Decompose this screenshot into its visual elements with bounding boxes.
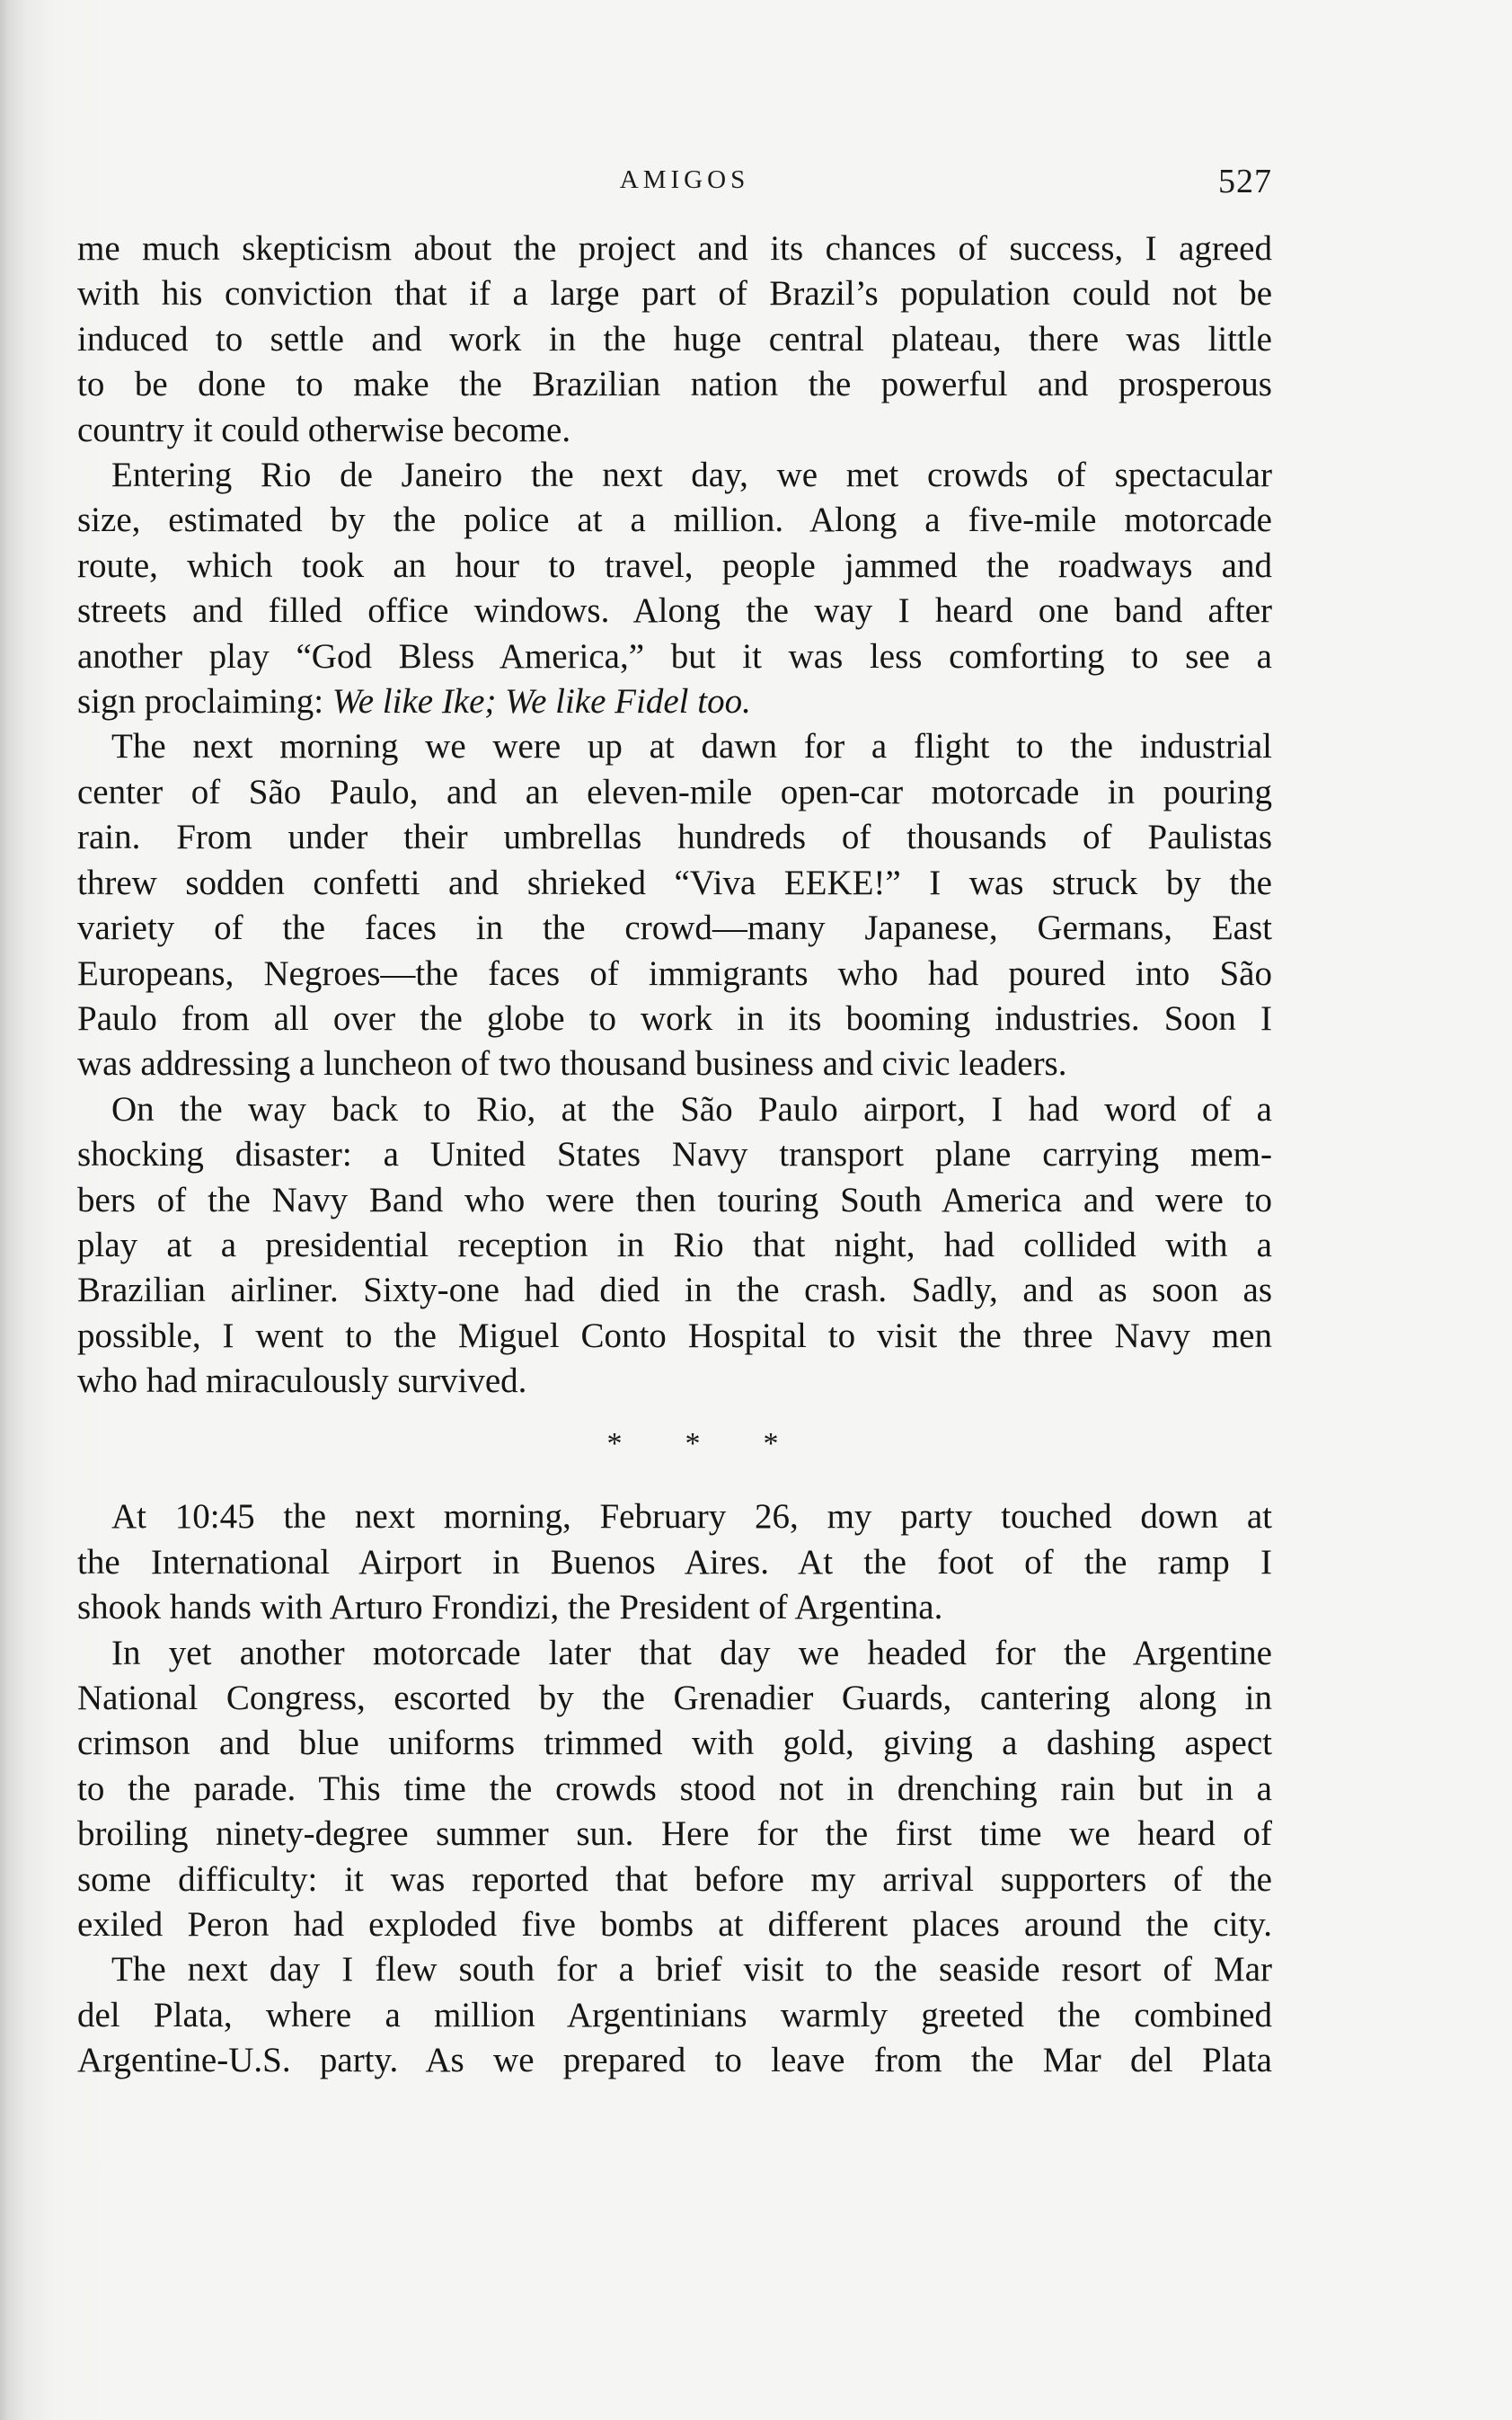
text-line: the International Airport in Buenos Aires. At the foot of the ramp I <box>77 1542 1272 1582</box>
text-line: possible, I went to the Miguel Conto Hospital to visit the three Navy men <box>77 1316 1272 1355</box>
text-line: country it could otherwise become. <box>77 410 571 449</box>
text-line: was addressing a luncheon of two thousand business and civic leaders. <box>77 1044 1067 1084</box>
text-line: del Plata, where a million Argentinians warmly greeted the combined <box>77 1995 1272 2034</box>
paragraph <box>77 453 1272 724</box>
text-line: National Congress, escorted by the Grenadier Guards, cantering along in <box>77 1678 1272 1717</box>
text-run: sign proclaiming: <box>77 682 332 722</box>
text-line: size, estimated by the police at a million. Along a five-mile motorcade <box>77 501 1272 540</box>
paragraph <box>77 1631 1272 1948</box>
text-line: rain. From under their umbrellas hundreds of thousands of Paulistas <box>77 818 1272 857</box>
page-number: 527 <box>1218 163 1272 200</box>
paragraph <box>77 1947 1272 2083</box>
chapter-title: AMIGOS <box>619 165 750 194</box>
text-line: to the parade. This time the crowds stood not in drenching rain but in a <box>77 1768 1272 1808</box>
text-line: route, which took an hour to travel, people jammed the roadways and <box>77 545 1272 585</box>
paragraph <box>77 1087 1272 1405</box>
text-line: with his conviction that if a large part of Brazil’s population could not be <box>77 274 1272 314</box>
text-line: Europeans, Negroes—the faces of immigrants who had poured into São <box>77 953 1272 993</box>
section-break <box>77 1405 1272 1495</box>
text-line: Paulo from all over the globe to work in its booming industries. Soon I <box>77 998 1272 1038</box>
text-line: shook hands with Arturo Frondizi, the President of Argentina. <box>77 1588 943 1627</box>
text-line: shocking disaster: a United States Navy transport plane carrying mem- <box>77 1135 1272 1175</box>
paragraph <box>77 226 1272 453</box>
text-line: Brazilian airliner. Sixty-one had died in the crash. Sadly, and as soon as <box>77 1271 1272 1310</box>
asterisk-ornament: * <box>685 1426 701 1460</box>
text-line: Argentine-U.S. party. As we prepared to leave from the Mar del Plata <box>77 2041 1272 2080</box>
text-line: The next day I flew south for a brief visit to the seaside resort of Mar <box>111 1950 1272 1990</box>
text-line: broiling ninety-degree summer sun. Here for the first time we heard of <box>77 1814 1272 1854</box>
text-line: threw sodden confetti and shrieked “Viva EEKE!” I was struck by the <box>77 863 1272 902</box>
text-line <box>77 679 1272 724</box>
text-line: In yet another motorcade later that day we headed for the Argentine <box>111 1633 1272 1672</box>
text-line: variety of the faces in the crowd—many Japanese, Germans, East <box>77 909 1272 948</box>
text-line: me much skepticism about the project and its chances of success, I agreed <box>77 229 1272 268</box>
text-line: induced to settle and work in the huge central plateau, there was little <box>77 319 1272 359</box>
text-line: The next morning we were up at dawn for a flight to the industrial <box>111 727 1272 767</box>
text-line: play at a presidential reception in Rio that night, had collided with a <box>77 1225 1272 1264</box>
text-line: Entering Rio de Janeiro the next day, we met crowds of spectacular <box>111 456 1272 495</box>
asterisk-ornament: * <box>763 1426 779 1460</box>
text-line: to be done to make the Brazilian nation the powerful and prosperous <box>77 365 1272 404</box>
text-line: bers of the Navy Band who were then touring South America and were to <box>77 1180 1272 1219</box>
paragraph <box>77 724 1272 1086</box>
text-line: some difficulty: it was reported that before my arrival supporters of the <box>77 1859 1272 1899</box>
text-line: who had miraculously survived. <box>77 1361 527 1401</box>
paragraph <box>77 1494 1272 1630</box>
text-line: On the way back to Rio, at the São Paulo airport, I had word of a <box>111 1089 1272 1129</box>
text-line: exiled Peron had exploded five bombs at different places around the city. <box>77 1905 1272 1945</box>
text-line: At 10:45 the next morning, February 26, my party touched down at <box>111 1497 1272 1537</box>
body-text <box>77 226 1272 2084</box>
running-head <box>79 162 1272 207</box>
asterisk-ornament: * <box>606 1426 623 1460</box>
text-line: center of São Paulo, and an eleven-mile open-car motorcade in pouring <box>77 772 1272 811</box>
text-line: streets and filled office windows. Along the way I heard one band after <box>77 591 1272 631</box>
text-line: another play “God Bless America,” but it was less comforting to see a <box>77 636 1272 676</box>
text-line: crimson and blue uniforms trimmed with gold, giving a dashing aspect <box>77 1724 1272 1763</box>
sign-quote-italic: We like Ike; We like Fidel too. <box>332 682 751 722</box>
